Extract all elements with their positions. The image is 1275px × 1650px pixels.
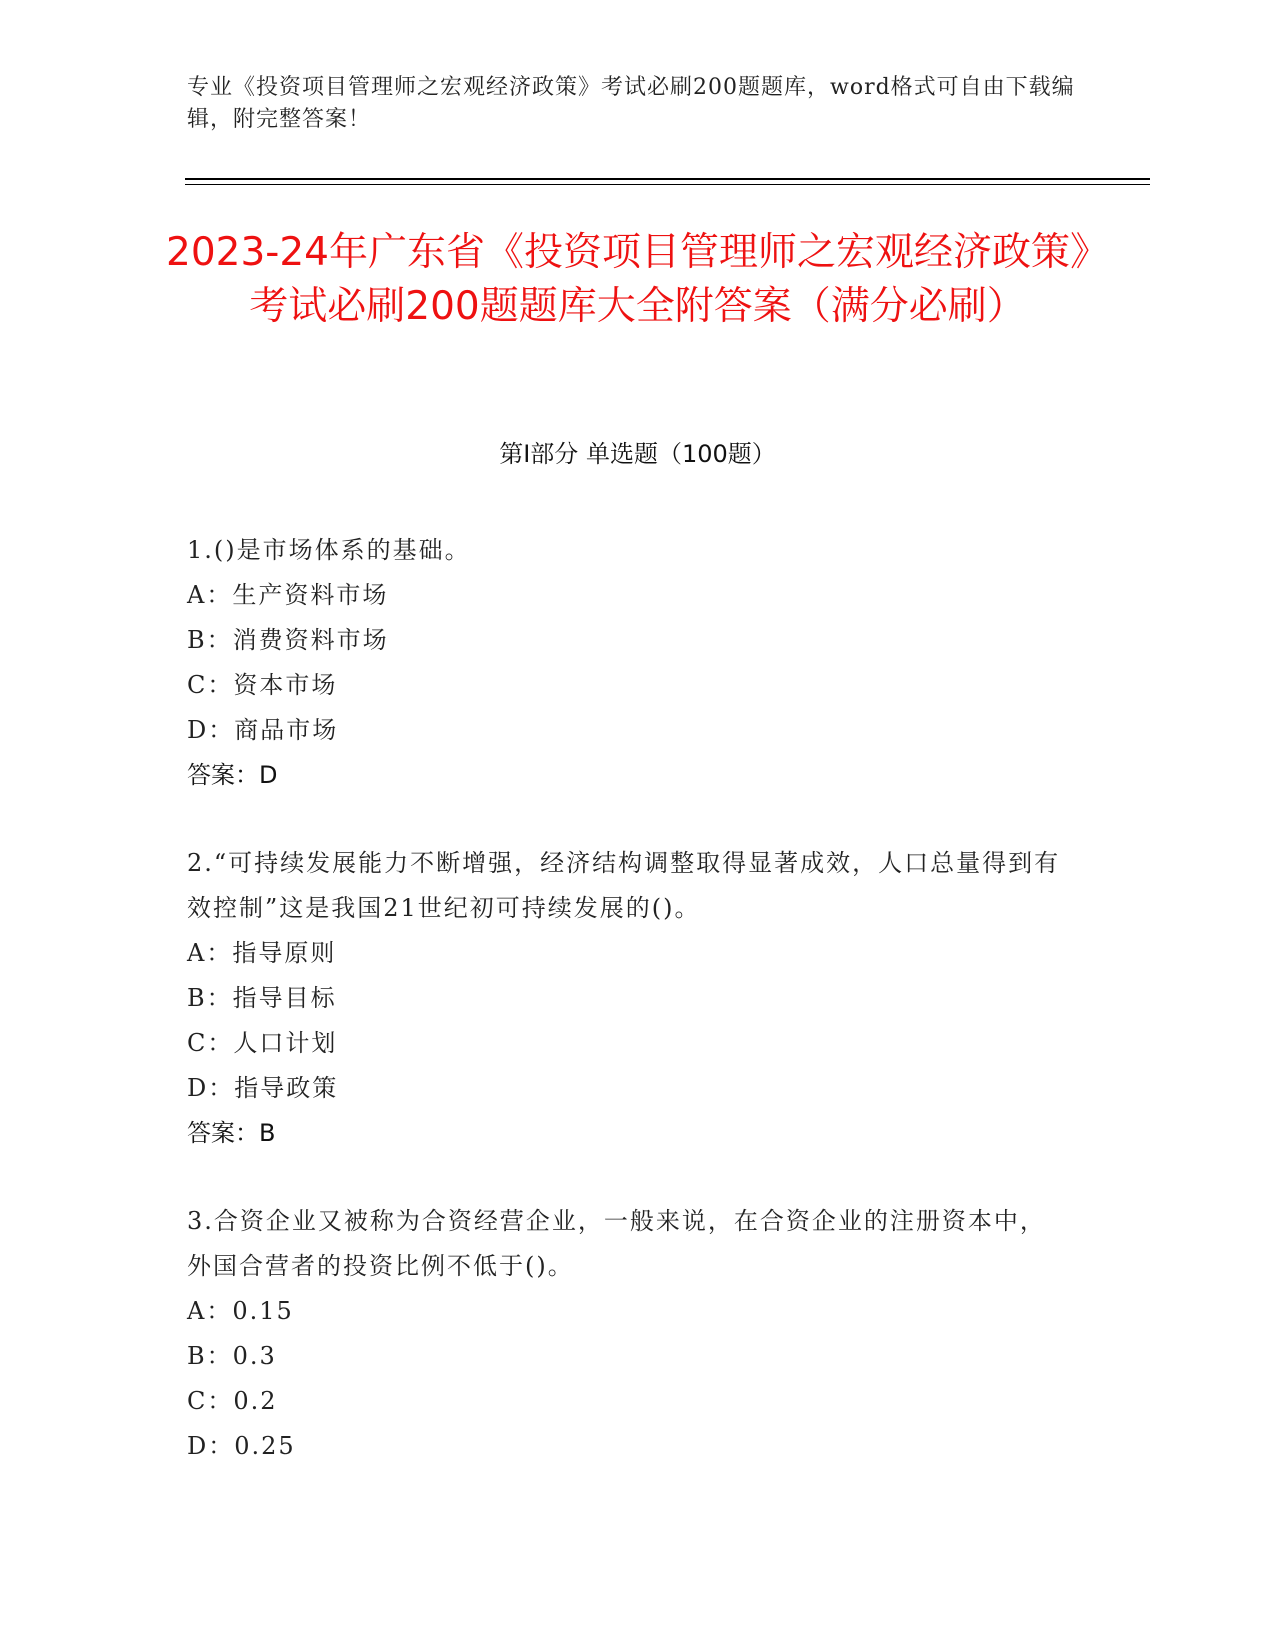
- question-stem: 1.()是市场体系的基础。: [187, 536, 471, 564]
- option-c: C：资本市场: [187, 671, 338, 699]
- option-b: B：0.3: [187, 1342, 277, 1370]
- document-title: 2023-24年广东省《投资项目管理师之宏观经济政策》考试必刷200题题库大全附答案（满分必刷）: [166, 230, 1109, 329]
- question-2: [187, 841, 1067, 1156]
- header-note: 专业《投资项目管理师之宏观经济政策》考试必刷200题题库，word格式可自由下载编辑，附完整答案！: [187, 75, 1075, 132]
- question-list: [187, 528, 1067, 1512]
- question-stem: 3.合资企业又被称为合资经营企业，一般来说，在合资企业的注册资本中，外国合营者的投资比例不低于()。: [187, 1207, 1046, 1280]
- option-a: A：生产资料市场: [187, 581, 389, 609]
- header-divider-thin: [185, 184, 1150, 185]
- option-a: A：指导原则: [187, 939, 337, 967]
- question-stem: 2.“可持续发展能力不断增强，经济结构调整取得显著成效，人口总量得到有效控制”这是我国21世纪初可持续发展的()。: [187, 849, 1061, 922]
- option-b: B：消费资料市场: [187, 626, 389, 654]
- option-d: D：商品市场: [187, 716, 339, 744]
- option-b: B：指导目标: [187, 984, 337, 1012]
- section-title: 第Ⅰ部分 单选题（100题）: [499, 440, 776, 468]
- option-c: C：0.2: [187, 1387, 278, 1415]
- option-d: D：指导政策: [187, 1074, 339, 1102]
- option-d: D：0.25: [187, 1432, 296, 1460]
- answer: 答案：B: [187, 1119, 276, 1147]
- option-a: A：0.15: [187, 1297, 294, 1325]
- option-c: C：人口计划: [187, 1029, 338, 1057]
- answer: 答案：D: [187, 761, 278, 789]
- header-divider-thick: [185, 178, 1150, 180]
- question-1: [187, 528, 1067, 798]
- question-3: [187, 1199, 1067, 1469]
